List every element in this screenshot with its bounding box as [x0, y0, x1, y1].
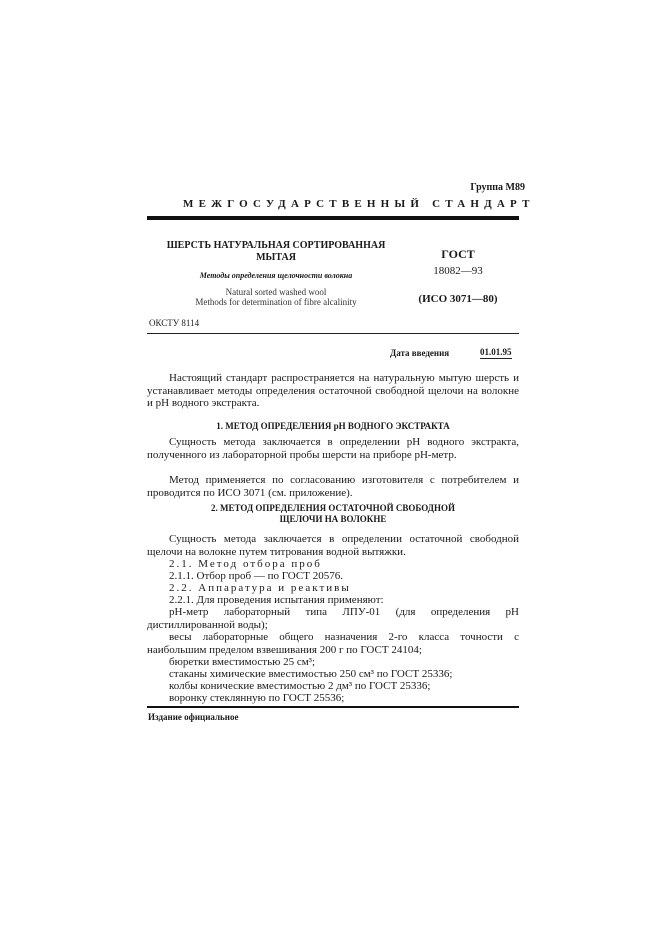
equipment-beakers: стаканы химические вместимостью 250 см³ по ГОСТ 25336;	[169, 668, 453, 680]
document-title-en	[160, 287, 392, 307]
title-line-1: ШЕРСТЬ НАТУРАЛЬНАЯ СОРТИРОВАННАЯ	[166, 240, 386, 251]
intro-date-value: 01.01.95	[480, 347, 512, 357]
footer-divider	[147, 706, 519, 708]
title-en-line-2: Methods for determination of fibre alcalinity	[195, 297, 357, 307]
standard-type-heading: МЕЖГОСУДАРСТВЕННЫЙ СТАНДАРТ	[183, 198, 535, 210]
okstu-code: ОКСТУ 8114	[149, 318, 200, 328]
section-1-heading: 1. МЕТОД ОПРЕДЕЛЕНИЯ рН ВОДНОГО ЭКСТРАКТА	[216, 421, 450, 431]
intro-paragraph: Настоящий стандарт распространяется на натуральную мытую шерсть и устанавливает методы определения остаточной свободной щелочи на волокне и рН водного экстракта.	[147, 372, 519, 409]
clause-2-2-1: 2.2.1. Для проведения испытания применяют:	[169, 594, 384, 606]
section-2-paragraph-1: Сущность метода заключается в определении остаточной свободной щелочи на волокне путем титрования водной вытяжки.	[147, 533, 519, 558]
section-2-heading	[147, 503, 519, 525]
section-1-paragraph-2: Метод применяется по согласованию изготовителя с потребителем и проводится по ИСО 3071 (см. приложение).	[147, 474, 519, 499]
equipment-funnel: воронку стеклянную по ГОСТ 25536;	[169, 692, 345, 704]
iso-reference: (ИСО 3071—80)	[418, 293, 498, 305]
equipment-flasks: колбы конические вместимостью 2 дм³ по ГОСТ 25336;	[169, 680, 431, 692]
group-code: Группа М89	[470, 182, 525, 193]
section-2-heading-line-1: 2. МЕТОД ОПРЕДЕЛЕНИЯ ОСТАТОЧНОЙ СВОБОДНОЙ	[211, 503, 455, 513]
edition-note: Издание официальное	[148, 712, 239, 722]
clause-2-2: 2.2. Аппаратура и реактивы	[169, 582, 351, 594]
clause-2-1: 2.1. Метод отбора проб	[169, 558, 322, 570]
equipment-burettes: бюретки вместимостью 25 см³;	[169, 656, 316, 668]
intro-date-label: Дата введения	[390, 348, 450, 358]
clause-2-1-1: 2.1.1. Отбор проб — по ГОСТ 20576.	[169, 570, 343, 582]
section-2-heading-line-2: ЩЕЛОЧИ НА ВОЛОКНЕ	[279, 514, 387, 524]
title-en-line-1: Natural sorted washed wool	[225, 287, 327, 297]
header-divider	[147, 216, 519, 220]
gost-label: ГОСТ	[441, 247, 475, 261]
document-subtitle-ru: Методы определения щелочности волокна	[199, 271, 353, 280]
title-divider	[147, 333, 519, 334]
equipment-ph-meter: рН-метр лабораторный типа ЛПУ-01 (для определения рН дистиллированной воды);	[147, 606, 519, 631]
document-title	[160, 240, 392, 264]
title-line-2: МЫТАЯ	[256, 252, 296, 263]
gost-number: 18082—93	[433, 265, 483, 277]
equipment-scales: весы лабораторные общего назначения 2-го класса точности с наибольшим пределом взвешивания 200 г по ГОСТ 24104;	[147, 631, 519, 656]
section-1-paragraph-1: Сущность метода заключается в определении рН водного экстракта, полученного из лабораторной пробы шерсти на приборе рН-метр.	[147, 436, 519, 461]
